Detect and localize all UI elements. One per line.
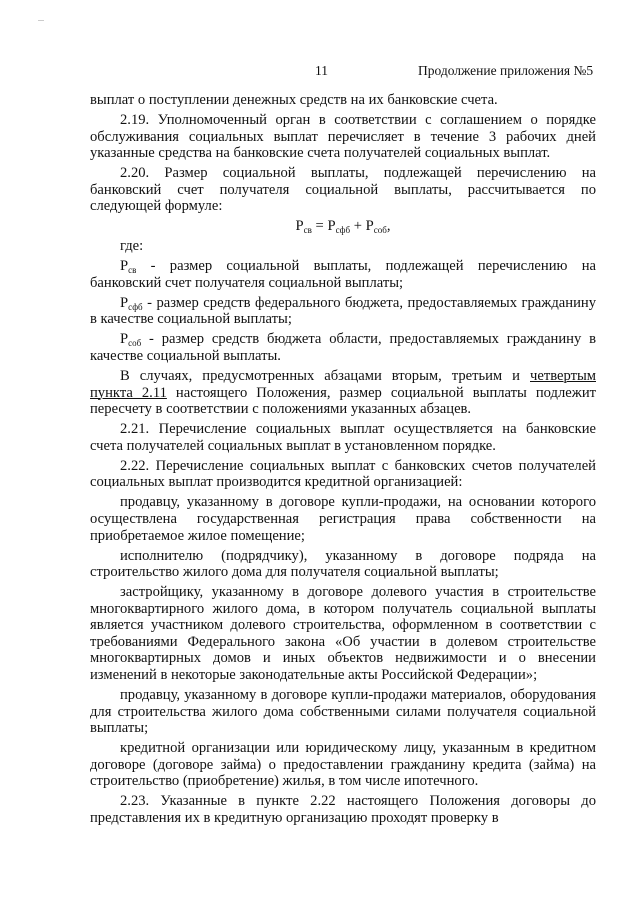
paragraph-2-23: 2.23. Указанные в пункте 2.22 настоящего Положения договоры до представления их в кредитную организацию проходят проверку в — [90, 793, 596, 826]
definition-psob-text: - размер средств бюджета области, предоставляемых гражданину в качестве социальной выплаты. — [90, 331, 596, 365]
definition-psfb-symbol: Р — [120, 294, 129, 311]
definition-psob-symbol: Р — [120, 331, 129, 348]
document-body — [90, 92, 596, 830]
list-item-credit-org: кредитной организации или юридическому лицу, указанным в кредитном договоре (договоре займа) о предоставлении гражданину кредита (займа) на строительство (приобретение) жилья, в том числе ипотечного. — [90, 740, 596, 790]
definition-psv — [90, 258, 596, 291]
paragraph-recalculation — [90, 368, 596, 418]
page-header — [0, 63, 640, 81]
definition-psv-text: - размер социальной выплаты, подлежащей перечислению на банковский счет получателя социальной выплаты; — [90, 258, 596, 291]
definition-psv-symbol: Р — [120, 258, 129, 275]
header-title: Продолжение приложения №5 — [418, 63, 594, 78]
formula — [90, 218, 596, 235]
formula-term-2-sub: соб — [373, 225, 387, 236]
scan-corner-mark — [38, 20, 44, 27]
formula-lhs-sub: св — [303, 225, 312, 236]
where-label: где: — [120, 238, 144, 255]
page-number: 11 — [315, 63, 328, 78]
paragraph-2-22: 2.22. Перечисление социальных выплат с банковских счетов получателей социальных выплат производится кредитной организацией: — [90, 457, 596, 491]
formula-plus: + — [350, 218, 366, 235]
formula-term-2: Р — [365, 218, 374, 235]
definition-psob-sub: соб — [128, 338, 142, 349]
definition-psfb — [90, 295, 596, 328]
definition-psfb-sub: сфб — [128, 301, 143, 312]
formula-equals: = — [311, 218, 328, 235]
formula-term-1: Р — [327, 218, 336, 235]
recalc-link[interactable]: четвертым пункта 2.11 — [90, 368, 596, 401]
list-item-seller: продавцу, указанному в договоре купли-продажи, на основании которого осуществлена государственная регистрация права собственности на приобретаемое жилое помещение; — [90, 494, 596, 544]
list-item-developer: застройщику, указанному в договоре долевого участия в строительстве многоквартирного жилого дома, в котором получатель социальной выплаты является участником долевого строительства, оформленном в соответствии с требованиями Федерального закона «Об участии в долевом строительстве многоквартирных домов и иных объектов недвижимости и о внесении изменений в некоторые законодательные акты Российской Федерации»; — [90, 584, 596, 684]
definition-psfb-text: - размер средств федерального бюджета, предоставляемых гражданину в качестве социальной выплаты; — [90, 294, 596, 328]
list-item-materials-seller: продавцу, указанному в договоре купли-продажи материалов, оборудования для строительства жилого дома собственными силами получателя социальной выплаты; — [90, 687, 596, 737]
formula-lhs: Р — [295, 218, 304, 235]
formula-term-1-sub: сфб — [335, 225, 351, 236]
paragraph-2-21: 2.21. Перечисление социальных выплат осуществляется на банковские счета получателей социальных выплат в установленном порядке. — [90, 421, 596, 454]
paragraph-2-20: 2.20. Размер социальной выплаты, подлежащей перечислению на банковский счет получателя социальной выплаты, рассчитывается по следующей формуле: — [90, 165, 596, 215]
paragraph-2-19: 2.19. Уполномоченный орган в соответствии с соглашением о порядке обслуживания социальных выплат перечисляет в течение 3 рабочих дней указанные средства на банковские счета получателей социальных выплат. — [90, 111, 596, 162]
paragraph-continuation: выплат о поступлении денежных средств на их банковские счета. — [90, 92, 498, 108]
definition-psob — [90, 331, 596, 364]
recalc-text-after: настоящего Положения, размер социальной выплаты подлежит пересчету в соответствии с положениями указанных абзацев. — [90, 384, 597, 418]
definition-psv-sub: св — [128, 265, 137, 276]
recalc-text-before: В случаях, предусмотренных абзацами вторым, третьим и — [120, 368, 530, 385]
formula-tail: , — [386, 218, 391, 235]
list-item-contractor: исполнителю (подрядчику), указанному в договоре подряда на строительство жилого дома для получателя социальной выплаты; — [90, 547, 596, 581]
